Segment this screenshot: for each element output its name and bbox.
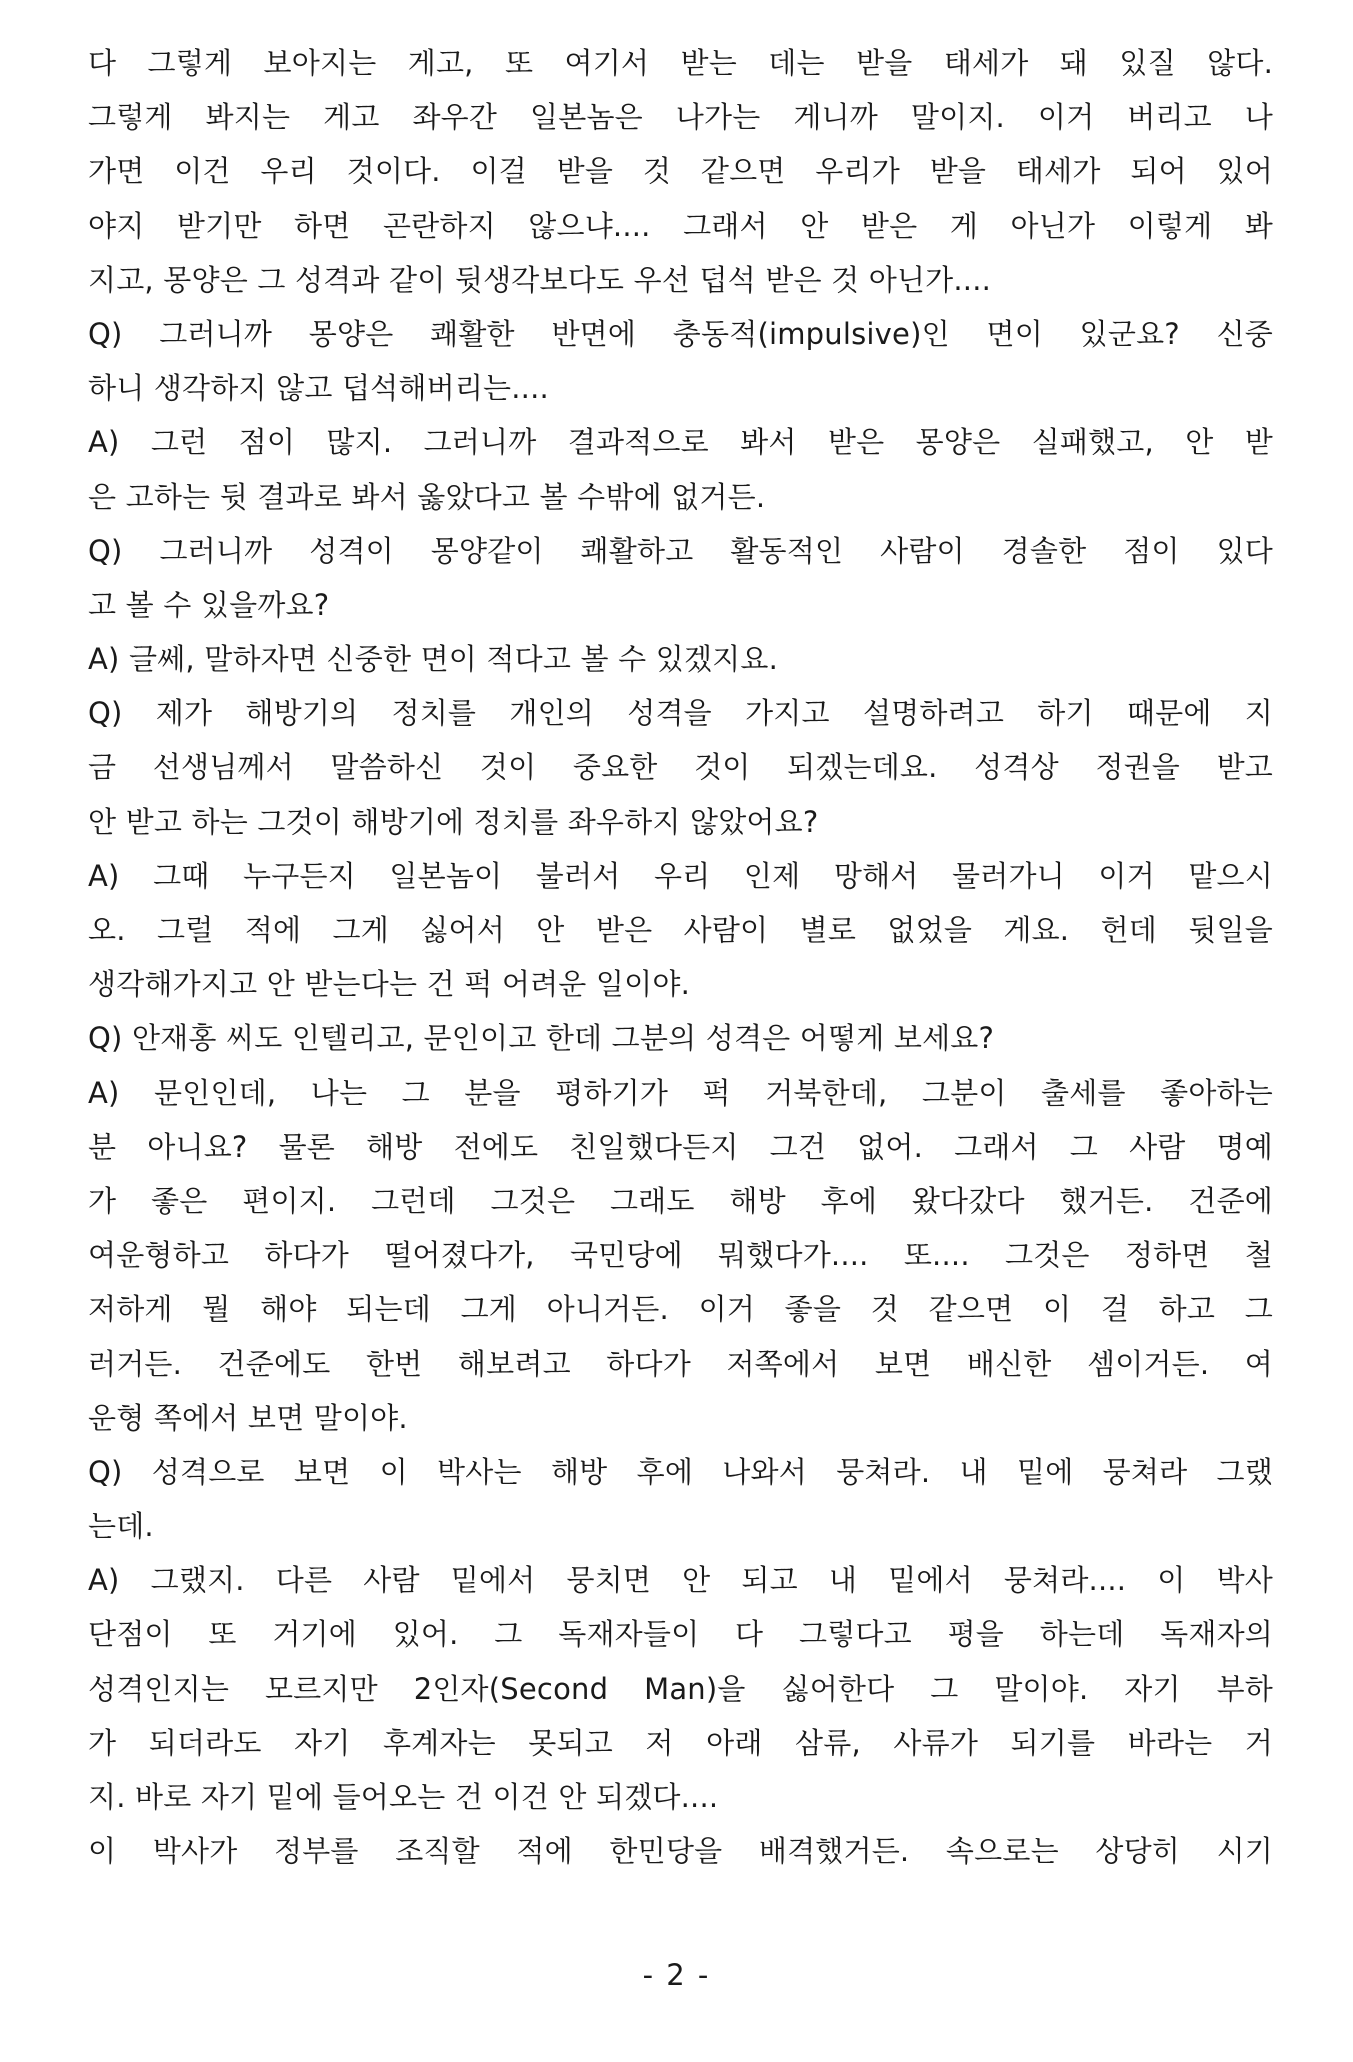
text-line: 는데.: [88, 1509, 154, 1544]
text-line: A) 문인인데, 나는 그 분을 평하기가 퍽 거북한데, 그분이 출세를 좋아하는: [88, 1075, 1273, 1110]
text-line: 운형 쪽에서 보면 말이야.: [88, 1400, 408, 1435]
text-line: 가 되더라도 자기 후계자는 못되고 저 아래 삼류, 사류가 되기를 바라는 거: [88, 1725, 1273, 1760]
text-line: A) 그런 점이 많지. 그러니까 결과적으로 봐서 받은 몽양은 실패했고, 안 받: [88, 425, 1273, 460]
text-line: 분 아니요? 물론 해방 전에도 친일했다든지 그건 없어. 그래서 그 사람 명예: [88, 1129, 1273, 1164]
text-line: 고 볼 수 있을까요?: [88, 587, 330, 622]
text-line: 금 선생님께서 말씀하신 것이 중요한 것이 되겠는데요. 성격상 정권을 받고: [88, 750, 1273, 785]
text-line: Q) 제가 해방기의 정치를 개인의 성격을 가지고 설명하려고 하기 때문에 지: [88, 696, 1273, 731]
text-line: 생각해가지고 안 받는다는 건 퍽 어려운 일이야.: [88, 967, 690, 1002]
text-line: 안 받고 하는 그것이 해방기에 정치를 좌우하지 않았어요?: [88, 804, 819, 839]
text-line: 야지 받기만 하면 곤란하지 않으냐.... 그래서 안 받은 게 아닌가 이렇게 봐: [88, 208, 1273, 243]
text-line: A) 그때 누구든지 일본놈이 불러서 우리 인제 망해서 물러가니 이거 맡으시: [88, 858, 1273, 893]
text-line: Q) 안재홍 씨도 인텔리고, 문인이고 한데 그분의 성격은 어떻게 보세요?: [88, 1021, 995, 1056]
text-line: Q) 성격으로 보면 이 박사는 해방 후에 나와서 뭉쳐라. 내 밑에 뭉쳐라 그랬: [88, 1454, 1273, 1489]
text-line: 은 고하는 뒷 결과로 봐서 옳았다고 볼 수밖에 없거든.: [88, 479, 766, 514]
text-line: 하니 생각하지 않고 덥석해버리는....: [88, 371, 549, 406]
text-line: Q) 그러니까 성격이 몽양같이 쾌활하고 활동적인 사람이 경솔한 점이 있다: [88, 533, 1273, 568]
text-line: 성격인지는 모르지만 2인자(Second Man)을 싫어한다 그 말이야. 자기 부하: [88, 1671, 1273, 1706]
text-line: 그렇게 봐지는 게고 좌우간 일본놈은 나가는 게니까 말이지. 이거 버리고 나: [88, 100, 1273, 135]
page-number: - 2 -: [642, 1958, 711, 1992]
text-line: 여운형하고 하다가 떨어졌다가, 국민당에 뭐했다가.... 또.... 그것은 정하면 철: [88, 1238, 1273, 1273]
text-line: 가면 이건 우리 것이다. 이걸 받을 것 같으면 우리가 받을 태세가 되어 있어: [88, 154, 1273, 189]
text-line: 오. 그럴 적에 그게 싫어서 안 받은 사람이 별로 없었을 게요. 헌데 뒷일을: [88, 913, 1273, 947]
text-line: 다 그렇게 보아지는 게고, 또 여기서 받는 데는 받을 태세가 돼 있질 않다.: [88, 46, 1273, 80]
text-line: 단점이 또 거기에 있어. 그 독재자들이 다 그렇다고 평을 하는데 독재자의: [88, 1617, 1273, 1652]
text-line: 이 박사가 정부를 조직할 적에 한민당을 배격했거든. 속으로는 상당히 시기: [88, 1834, 1273, 1869]
text-line: Q) 그러니까 몽양은 쾌활한 반면에 충동적(impulsive)인 면이 있군요? 신중: [88, 316, 1273, 351]
body-text: [88, 36, 1273, 1878]
text-line: 지고, 몽양은 그 성격과 같이 뒷생각보다도 우선 덥석 받은 것 아닌가....: [88, 262, 992, 297]
text-line: A) 그랬지. 다른 사람 밑에서 뭉치면 안 되고 내 밑에서 뭉쳐라.... 이 박사: [88, 1563, 1273, 1598]
text-line: 가 좋은 편이지. 그런데 그것은 그래도 해방 후에 왔다갔다 했거든. 건준에: [88, 1183, 1273, 1218]
text-line: 저하게 뭘 해야 되는데 그게 아니거든. 이거 좋을 것 같으면 이 걸 하고 그: [88, 1292, 1273, 1327]
text-line: 러거든. 건준에도 한번 해보려고 하다가 저쪽에서 보면 배신한 셈이거든. 여: [88, 1346, 1273, 1381]
text-line: A) 글쎄, 말하자면 신중한 면이 적다고 볼 수 있겠지요.: [88, 642, 779, 677]
text-line: 지. 바로 자기 밑에 들어오는 건 이건 안 되겠다....: [88, 1780, 719, 1814]
